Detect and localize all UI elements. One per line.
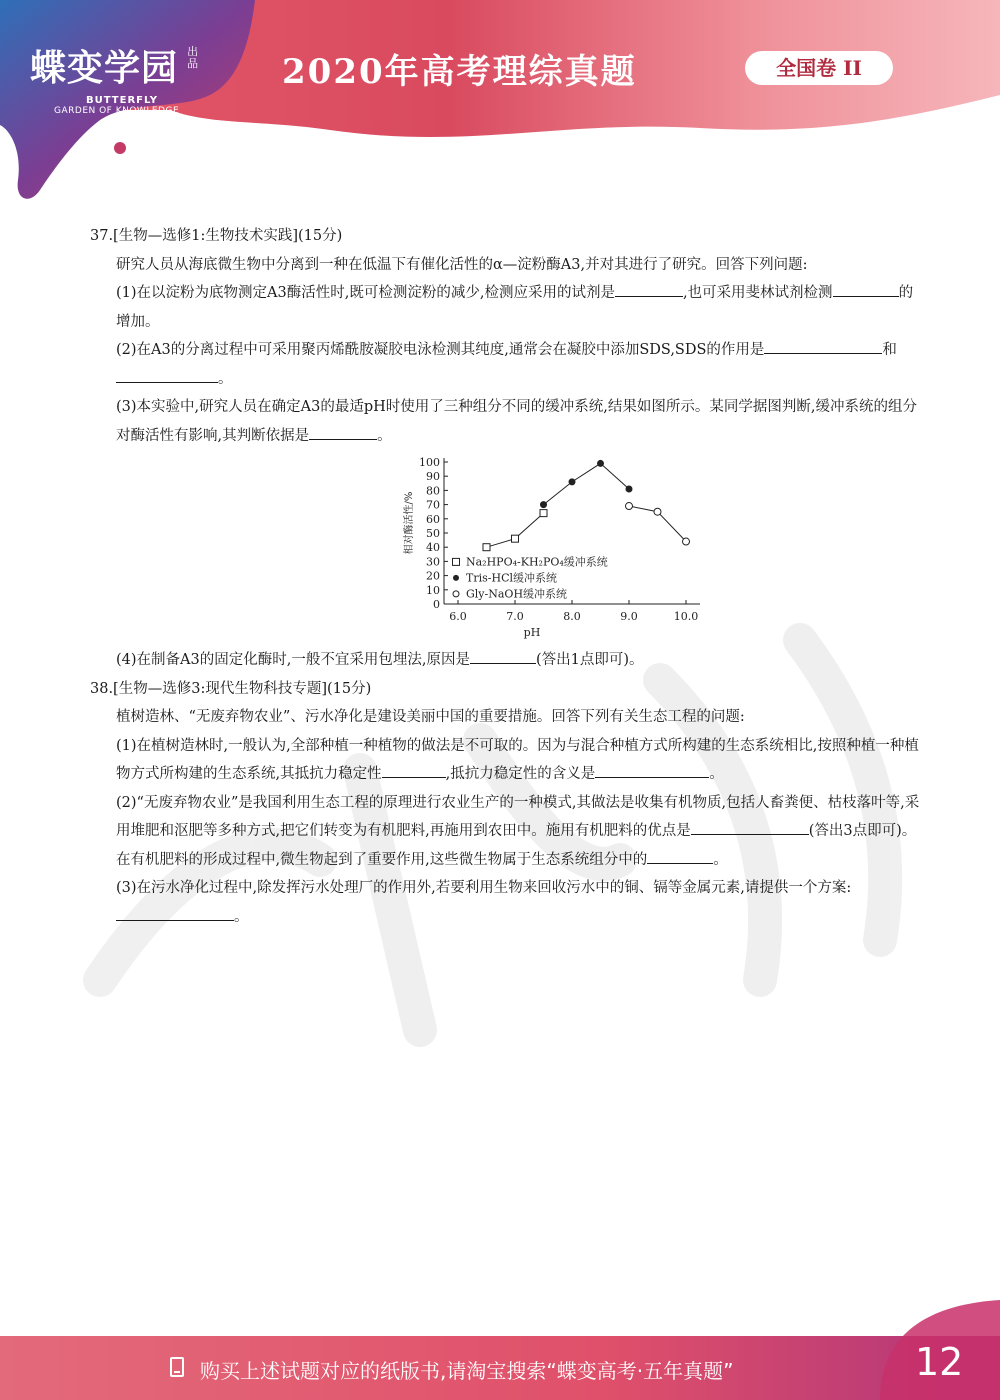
q37-p4-text-b: (答出1点即可)。: [535, 652, 644, 668]
y-axis-label: 相对酶活性/%: [404, 491, 415, 555]
y-tick-label: 40: [426, 541, 440, 555]
answer-blank[interactable]: [833, 280, 899, 297]
page-header: [0, 0, 1000, 210]
logo-en-line1: BUTTERFLY: [86, 95, 159, 106]
legend-marker-square: [453, 558, 460, 565]
exam-badge: 全国卷 II: [745, 51, 893, 85]
y-tick-label: 70: [426, 498, 440, 512]
enzyme-activity-chart: [90, 450, 920, 646]
answer-blank[interactable]: [615, 280, 683, 297]
legend-marker-filled: [453, 575, 459, 581]
page-title: 2020年高考理综真题: [282, 52, 637, 92]
legend-marker-open: [453, 591, 459, 597]
q37-p1-text-c: 的增加。: [116, 285, 914, 330]
answer-blank[interactable]: [382, 761, 446, 778]
q37-part1: [90, 279, 920, 336]
q38-p2-text-c: 。: [713, 851, 728, 868]
answer-blank[interactable]: [647, 847, 713, 864]
q38-p1-text-a: (1)在植树造林时,一般认为,全部种植一种植物的做法是不可取的。因为与混合种植方式所构建的生态系统相比,按照种植一种植物方式所构建的生态系统,其抵抗力稳定性: [116, 737, 919, 782]
y-tick-label: 90: [426, 470, 440, 484]
q38-p1-text-b: ,抵抗力稳定性的含义是: [445, 766, 596, 782]
answer-blank[interactable]: [309, 423, 377, 440]
brand-logo: [30, 40, 201, 116]
q38-p2-text-b: (答出3点即可)。在有机肥料的形成过程中,微生物起到了重要作用,这些微生物属于生态系统组分中的: [116, 823, 917, 868]
q38-p3-text-a: (3)在污水净化过程中,除发挥污水处理厂的作用外,若要利用生物来回收污水中的铜、镉等金属元素,请提供一个方案:: [116, 880, 852, 896]
y-tick-label: 100: [419, 456, 440, 469]
q38-intro: 植树造林、“无废弃物农业”、污水净化是建设美丽中国的重要措施。回答下列有关生态工程的问题:: [116, 709, 745, 725]
answer-blank[interactable]: [116, 366, 218, 383]
q38-part1: [90, 732, 920, 789]
answer-blank[interactable]: [116, 904, 234, 921]
q37-part3: [90, 393, 920, 450]
y-tick-label: 80: [426, 484, 440, 498]
y-tick-label: 10: [426, 583, 440, 597]
data-point-filled: [540, 501, 547, 508]
x-tick-label: 10.0: [673, 610, 699, 623]
q38-heading: 38.[生物—选修3:现代生物科技专题](15分): [90, 680, 372, 697]
y-tick-label: 50: [426, 527, 440, 540]
data-point-open: [683, 538, 690, 545]
x-axis-label: pH: [523, 626, 541, 639]
q37-p2-text-c: 。: [218, 370, 233, 387]
data-point-filled: [626, 485, 633, 492]
q37-heading: 37.[生物—选修1:生物技术实践](15分): [90, 228, 343, 244]
chart-svg: [400, 454, 720, 646]
x-tick-label: 7.0: [506, 610, 524, 623]
data-point-open: [626, 503, 633, 510]
q37-p1-text-b: ,也可采用斐林试剂检测: [682, 285, 833, 301]
data-point-filled: [569, 478, 576, 485]
q38-p2-text-a: (2)“无废弃物农业”是我国利用生态工程的原理进行农业生产的一种模式,其做法是收集有机物质,包括人畜粪便、枯枝落叶等,采用堆肥和沤肥等多种方式,把它们转变为有机肥料,再施用到农田中。施用有机肥料的优点是: [116, 794, 920, 839]
series-line: [544, 463, 630, 504]
x-tick-label: 9.0: [620, 610, 638, 623]
q38-p3-text-b: 。: [234, 908, 249, 925]
q37-p2-text-b: 和: [882, 342, 897, 358]
answer-blank[interactable]: [595, 761, 661, 778]
footer-promo-text: 购买上述试题对应的纸版书,请淘宝搜索“蝶变高考·五年真题”: [200, 1359, 734, 1383]
q37-p2-text-a: (2)在A3的分离过程中可采用聚丙烯酰胺凝胶电泳检测其纯度,通常会在凝胶中添加SDS,SDS的作用是: [116, 342, 765, 358]
data-point-square: [540, 510, 547, 517]
page-number: 12: [915, 1340, 964, 1384]
data-point-square: [483, 544, 490, 551]
page-footer: [0, 1300, 1000, 1400]
legend-label: Na₂HPO₄-KH₂PO₄缓冲系统: [466, 555, 608, 569]
data-point-filled: [597, 460, 604, 467]
logo-text: 蝶变学园: [30, 48, 179, 89]
logo-sub: 出品: [187, 45, 199, 70]
answer-blank[interactable]: [661, 761, 709, 778]
q38-p1-text-c: 。: [709, 766, 724, 782]
x-tick-label: 6.0: [449, 610, 467, 623]
y-tick-label: 0: [433, 598, 440, 611]
q37-part4: [90, 646, 920, 675]
logo-en-line2: GARDEN OF KNOWLEDGE: [54, 106, 180, 116]
q37-intro: 研究人员从海底微生物中分离到一种在低温下有催化活性的α—淀粉酶A3,并对其进行了研究。回答下列问题:: [116, 256, 808, 273]
y-tick-label: 30: [426, 555, 440, 569]
q37-p3-text-a: (3)本实验中,研究人员在确定A3的最适pH时使用了三种组分不同的缓冲系统,结果如图所示。某同学据图判断,缓冲系统的组分对酶活性有影响,其判断依据是: [116, 399, 917, 444]
answer-blank[interactable]: [764, 337, 882, 354]
data-point-open: [654, 508, 661, 515]
answer-blank[interactable]: [470, 647, 536, 664]
answer-blank[interactable]: [691, 818, 809, 835]
y-tick-label: 60: [426, 512, 440, 526]
y-tick-label: 20: [426, 569, 440, 583]
footer-background: [0, 1300, 1000, 1400]
x-tick-label: 8.0: [563, 610, 581, 623]
q38-part2: [90, 789, 920, 875]
legend-label: Gly-NaOH缓冲系统: [466, 587, 568, 601]
data-point-square: [512, 535, 519, 542]
question-content: [90, 222, 920, 931]
q38-part3: [90, 874, 920, 931]
legend-label: Tris-HCl缓冲系统: [466, 571, 558, 585]
q37-p3-text-b: 。: [377, 427, 392, 444]
book-icon: [170, 1357, 184, 1377]
q37-part2: [90, 336, 920, 393]
q37-p4-text-a: (4)在制备A3的固定化酶时,一般不宜采用包埋法,原因是: [116, 652, 470, 668]
q37-p1-text-a: (1)在以淀粉为底物测定A3酶活性时,既可检测淀粉的减少,检测应采用的试剂是: [116, 285, 615, 301]
